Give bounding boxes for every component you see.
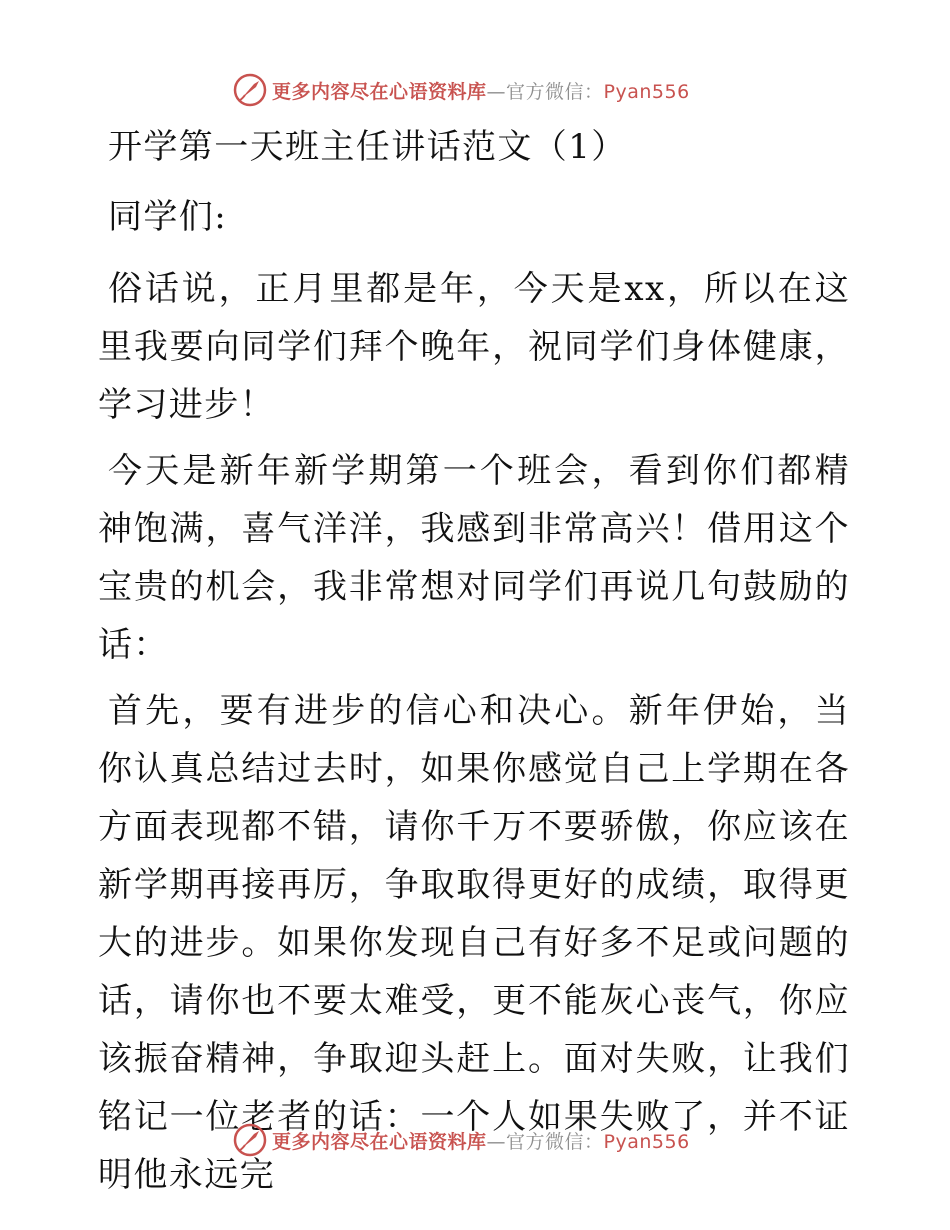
paragraph-1: 俗话说，正月里都是年，今天是xx，所以在这里我要向同学们拜个晚年，祝同学们身体健康，学习进步！ (98, 269, 850, 425)
document-body (98, 122, 850, 1212)
footer-watermark (232, 1120, 690, 1160)
paragraph-2: 今天是新年新学期第一个班会，看到你们都精神饱满，喜气洋洋，我感到非常高兴！借用这个宝贵的机会，我非常想对同学们再说几句鼓励的话： (98, 451, 850, 665)
watermark-wechat-id: Pyan556 (603, 80, 690, 103)
watermark-site-name: 更多内容尽在心语资料库 (272, 80, 487, 103)
header-watermark (232, 70, 690, 110)
document-title: 开学第一天班主任讲话范文（1） (108, 127, 627, 167)
watermark-text (272, 77, 690, 104)
greeting: 同学们: (108, 197, 228, 237)
quill-pen-logo-icon (232, 72, 268, 108)
paragraph-3: 首先，要有进步的信心和决心。新年伊始，当你认真总结过去时，如果你感觉自己上学期在各方面表现都不错，请你千万不要骄傲，你应该在新学期再接再厉，争取取得更好的成绩，取得更大的进步。如果你发现自己有好多不足或问题的话，请你也不要太难受，更不能灰心丧气，你应该振奋精神，争取迎头赶上。面对失败，让我们铭记一位老者的话：一个人如果失败了，并不证明他永远完 (98, 691, 850, 1195)
watermark-wechat-id: Pyan556 (603, 1130, 690, 1153)
quill-pen-logo-icon (232, 1122, 268, 1158)
watermark-wechat-label: —官方微信： (486, 80, 604, 103)
watermark-text (272, 1127, 690, 1154)
watermark-wechat-label: —官方微信： (486, 1130, 604, 1153)
watermark-site-name: 更多内容尽在心语资料库 (272, 1130, 487, 1153)
